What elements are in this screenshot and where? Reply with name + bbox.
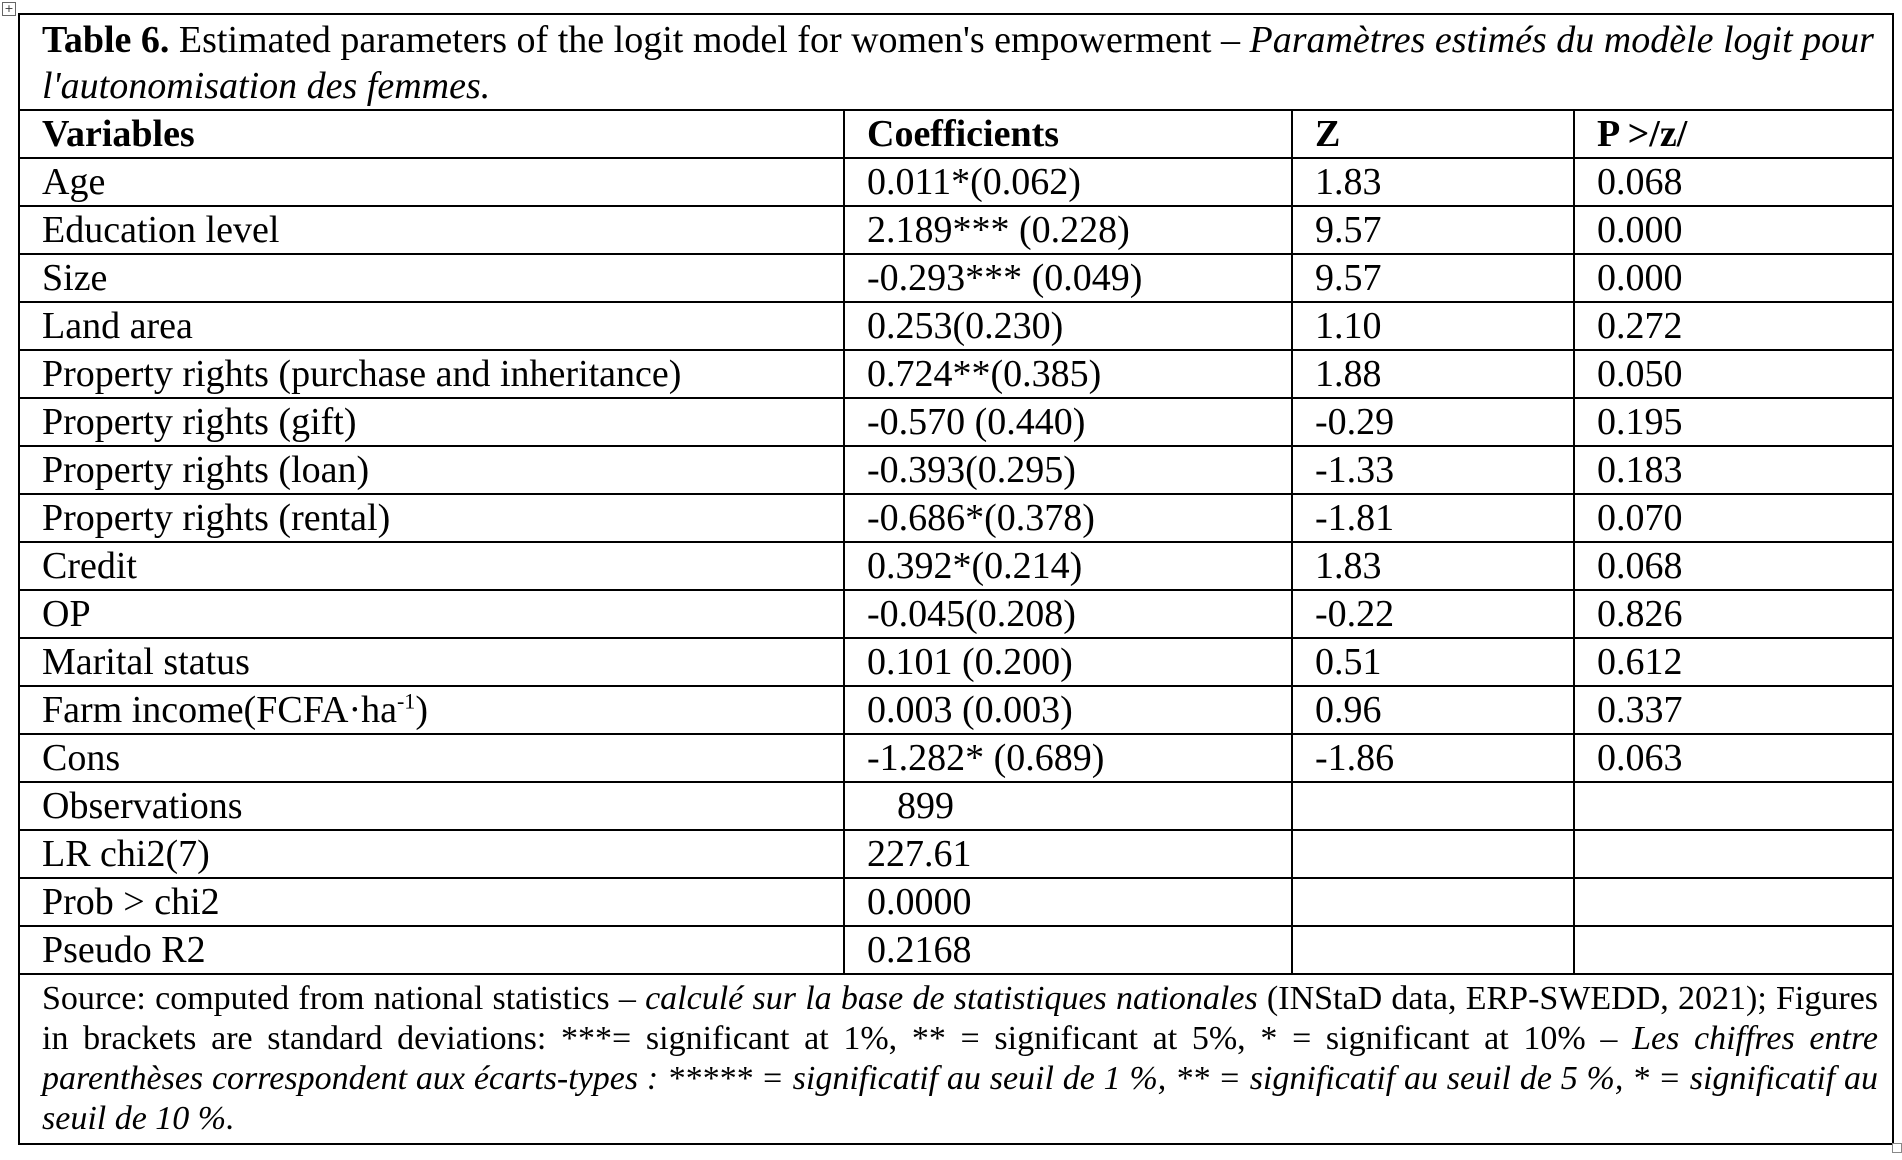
caption-french: Paramètres estimés du modèle logit pour l'autonomisation des femmes. (42, 19, 1874, 107)
table-row (19, 398, 1893, 446)
coefficient-cell: -0.570 (0.440) (844, 398, 1292, 446)
variable-cell: Cons (19, 734, 844, 782)
z-cell: -0.29 (1292, 398, 1574, 446)
note-source-tail: (INStaD data, ERP-SWEDD, 2021); Figures in brackets are standard deviations: ***= significant at 1%, ** = significant at 5%, * = significant at 10% – (42, 980, 1879, 1057)
z-cell: 0.51 (1292, 638, 1574, 686)
note-source-french: calculé sur la base de statistiques nationales (645, 980, 1258, 1017)
coefficient-cell: 0.101 (0.200) (844, 638, 1292, 686)
z-cell: 9.57 (1292, 206, 1574, 254)
header-variables: Variables (19, 110, 844, 158)
coefficient-cell: -0.293*** (0.049) (844, 254, 1292, 302)
variable-cell: Credit (19, 542, 844, 590)
note-french: Les chiffres entre parenthèses correspondent aux écarts-types : ***** = significatif au seuil de 1 %, ** = significatif au seuil de 5 %, * = significatif au seuil de 10 %. (42, 1020, 1879, 1137)
table-caption-row (19, 14, 1893, 110)
p-cell: 0.272 (1574, 302, 1893, 350)
stats-row (19, 830, 1893, 878)
p-cell: 0.195 (1574, 398, 1893, 446)
p-cell: 0.068 (1574, 542, 1893, 590)
coefficient-cell: 0.253(0.230) (844, 302, 1292, 350)
header-p: P >/z/ (1574, 110, 1893, 158)
header-z: Z (1292, 110, 1574, 158)
p-cell: 0.050 (1574, 350, 1893, 398)
table-row (19, 446, 1893, 494)
p-cell: 0.068 (1574, 158, 1893, 206)
z-cell: -1.33 (1292, 446, 1574, 494)
empty-cell (1292, 878, 1574, 926)
coefficient-cell: 0.003 (0.003) (844, 686, 1292, 734)
empty-cell (1574, 782, 1893, 830)
empty-cell (1292, 926, 1574, 974)
table-header-row (19, 110, 1893, 158)
empty-cell (1574, 830, 1893, 878)
p-cell: 0.337 (1574, 686, 1893, 734)
table-row (19, 254, 1893, 302)
farm-income-superscript: -1 (396, 688, 416, 714)
variable-cell: Property rights (gift) (19, 398, 844, 446)
z-cell: 1.83 (1292, 158, 1574, 206)
variable-cell: Property rights (purchase and inheritance) (19, 350, 844, 398)
estimates-table (18, 13, 1894, 1145)
variable-cell: OP (19, 590, 844, 638)
z-cell: -1.86 (1292, 734, 1574, 782)
table-resize-handle[interactable] (1892, 1143, 1902, 1153)
empty-cell (1292, 782, 1574, 830)
table-row (19, 494, 1893, 542)
table-row (19, 590, 1893, 638)
coefficient-cell: 2.189*** (0.228) (844, 206, 1292, 254)
table-row (19, 350, 1893, 398)
variable-cell: Land area (19, 302, 844, 350)
stat-value: 0.2168 (844, 926, 1292, 974)
table-row (19, 158, 1893, 206)
table-caption (19, 14, 1893, 110)
p-cell: 0.612 (1574, 638, 1893, 686)
z-cell: 9.57 (1292, 254, 1574, 302)
table-row (19, 686, 1893, 734)
table-number: Table 6. (42, 19, 170, 61)
stat-label: Observations (19, 782, 844, 830)
coefficient-cell: -1.282* (0.689) (844, 734, 1292, 782)
stats-row (19, 926, 1893, 974)
table-row (19, 542, 1893, 590)
coefficient-cell: -0.393(0.295) (844, 446, 1292, 494)
coefficient-cell: 0.724**(0.385) (844, 350, 1292, 398)
variable-cell (19, 686, 844, 734)
stat-label: Pseudo R2 (19, 926, 844, 974)
p-cell: 0.000 (1574, 254, 1893, 302)
stat-label: LR chi2(7) (19, 830, 844, 878)
empty-cell (1574, 878, 1893, 926)
variable-cell: Property rights (rental) (19, 494, 844, 542)
farm-income-close: ) (415, 689, 428, 731)
z-cell: 1.88 (1292, 350, 1574, 398)
p-cell: 0.183 (1574, 446, 1893, 494)
observations-value: 899 (897, 785, 954, 827)
table-row (19, 302, 1893, 350)
p-cell: 0.063 (1574, 734, 1893, 782)
variable-cell: Age (19, 158, 844, 206)
stat-value: 227.61 (844, 830, 1292, 878)
z-cell: 1.83 (1292, 542, 1574, 590)
p-cell: 0.826 (1574, 590, 1893, 638)
variable-cell: Marital status (19, 638, 844, 686)
z-cell: 0.96 (1292, 686, 1574, 734)
table-row (19, 734, 1893, 782)
table-move-handle[interactable]: + (2, 2, 16, 16)
variable-cell: Property rights (loan) (19, 446, 844, 494)
table-note (19, 974, 1893, 1144)
p-cell: 0.000 (1574, 206, 1893, 254)
table-row (19, 638, 1893, 686)
table-note-row (19, 974, 1893, 1144)
stats-row (19, 782, 1893, 830)
stat-value: 0.0000 (844, 878, 1292, 926)
header-coefficients: Coefficients (844, 110, 1292, 158)
variable-cell: Size (19, 254, 844, 302)
stats-row (19, 878, 1893, 926)
coefficient-cell: -0.686*(0.378) (844, 494, 1292, 542)
z-cell: -0.22 (1292, 590, 1574, 638)
caption-english: Estimated parameters of the logit model for women's empowerment – (169, 19, 1250, 61)
note-source-label: Source: computed from national statistics – (42, 980, 646, 1017)
z-cell: -1.81 (1292, 494, 1574, 542)
z-cell: 1.10 (1292, 302, 1574, 350)
stat-label: Prob > chi2 (19, 878, 844, 926)
empty-cell (1574, 926, 1893, 974)
coefficient-cell: -0.045(0.208) (844, 590, 1292, 638)
p-cell: 0.070 (1574, 494, 1893, 542)
stat-value (844, 782, 1292, 830)
farm-income-label: Farm income(FCFA·ha (42, 689, 397, 731)
table-row (19, 206, 1893, 254)
coefficient-cell: 0.011*(0.062) (844, 158, 1292, 206)
coefficient-cell: 0.392*(0.214) (844, 542, 1292, 590)
variable-cell: Education level (19, 206, 844, 254)
empty-cell (1292, 830, 1574, 878)
